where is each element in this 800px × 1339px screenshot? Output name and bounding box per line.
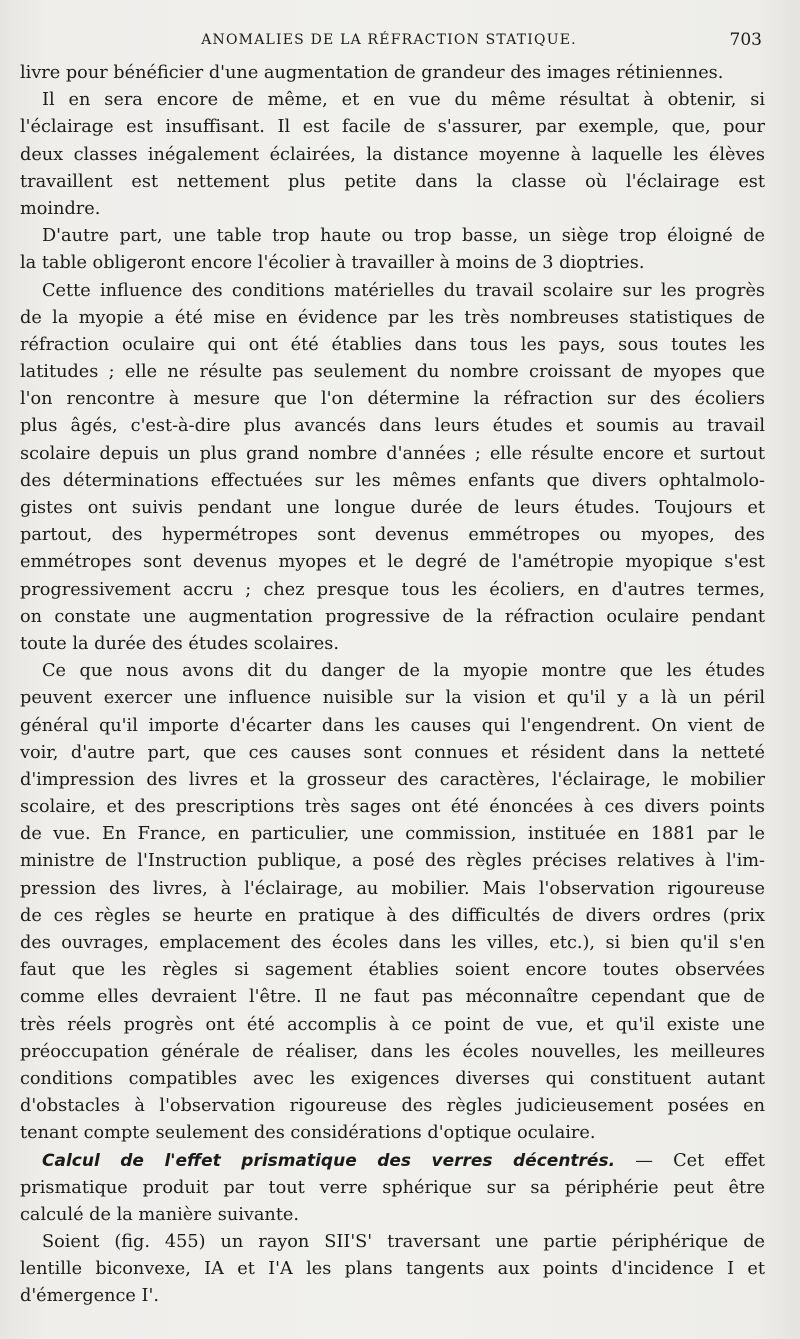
section-title-continuation: — Cet effet [615,1150,766,1171]
text-line: préoccupation générale de réaliser, dans les écoles nouvelles, les meilleures [20,1041,765,1062]
text-line: de vue. En France, en particulier, une commission, instituée en 1881 par le [20,824,765,845]
text-line: gistes ont suivis pendant une longue durée de leurs études. Toujours et [20,498,765,518]
running-title: ANOMALIES DE LA RÉFRACTION STATIQUE. [201,32,577,48]
section-first-line [20,1148,765,1175]
text-line: conditions compatibles avec les exigences diverses qui constituent autant [20,1068,765,1089]
text-line: réfraction oculaire qui ont été établies dans tous les pays, sous toutes les [20,334,765,355]
text-line: travaillent est nettement plus petite dans la classe où l'éclairage est [20,171,765,192]
text-line: partout, des hypermétropes sont devenus emmétropes ou myopes, des [20,525,765,546]
body-text [20,60,765,1311]
text-line: scolaire depuis un plus grand nombre d'années ; elle résulte encore et surtout [20,443,765,464]
text-line: Ce que nous avons dit du danger de la myopie montre que les études [42,661,765,682]
page-number: 703 [729,30,762,50]
text-line: de ces règles se heurte en pratique à des difficultés de divers ordres (prix [20,905,765,926]
text-line: d'obstacles à l'observation rigoureuse des règles judicieusement posées en [20,1096,765,1117]
text-line: Cette influence des conditions matérielles du travail scolaire sur les progrès [42,280,765,301]
text-line: peuvent exercer une influence nuisible sur la vision et qu'il y a là un péril [20,688,765,709]
text-line: très réels progrès ont été accomplis à ce point de vue, et qu'il existe une [20,1014,765,1035]
text-line: voir, d'autre part, que ces causes sont connues et résident dans la netteté [20,742,765,763]
text-line: prismatique produit par tout verre sphérique sur sa périphérie peut être [20,1177,765,1198]
text-line: l'éclairage est insuffisant. Il est facile de s'assurer, par exemple, que, pour [20,117,765,138]
text-line: latitudes ; elle ne résulte pas seulement du nombre croissant de myopes que [20,362,765,383]
text-line: général qu'il importe d'écarter dans les causes qui l'engendrent. On vient de [20,715,765,736]
text-line: livre pour bénéficier d'une augmentation de grandeur des images rétiniennes. [20,63,724,83]
text-line: de la myopie a été mise en évidence par les très nombreuses statistiques de [20,307,765,328]
text-line: plus âgés, c'est-à-dire plus avancés dans leurs études et soumis au travail [20,416,765,437]
text-line: des déterminations effectuées sur les mêmes enfants que divers ophtalmolo- [20,470,765,491]
text-line: D'autre part, une table trop haute ou trop basse, un siège trop éloigné de [42,226,765,247]
running-head [0,30,800,54]
text-line: Soient (fig. 455) un rayon SII'S' traversant une partie périphérique de [42,1232,765,1253]
text-line: deux classes inégalement éclairées, la distance moyenne à laquelle les élèves [20,144,765,165]
text-line: des ouvrages, emplacement des écoles dans les villes, etc.), si bien qu'il s'en [20,933,765,953]
text-line: comme elles devraient l'être. Il ne faut pas méconnaître cependant que de [20,987,765,1008]
section-title: Calcul de l'effet prismatique des verres décentrés. [42,1150,616,1171]
text-line: d'émergence I'. [20,1286,159,1307]
text-line: d'impression des livres et la grosseur des caractères, l'éclairage, le mobilier [20,769,765,790]
text-line: moindre. [20,198,101,219]
text-line: scolaire, et des prescriptions très sages ont été énoncées à ces divers points [20,797,765,818]
text-line: ministre de l'Instruction publique, a posé des règles précises relatives à l'im- [20,851,765,872]
text-line: on constate une augmentation progressive de la réfraction oculaire pendant [20,606,765,627]
text-line: toute la durée des études scolaires. [20,633,339,654]
text-line: la table obligeront encore l'écolier à travailler à moins de 3 dioptries. [20,253,645,274]
text-line: tenant compte seulement des considérations d'optique oculaire. [20,1123,596,1144]
text-line: Il en sera encore de même, et en vue du même résultat à obtenir, si [42,90,765,111]
text-line: faut que les règles si sagement établies soient encore toutes observées [20,960,765,981]
text-line: progressivement accru ; chez presque tous les écoliers, en d'autres termes, [20,579,765,600]
text-line: lentille biconvexe, IA et I'A les plans tangents aux points d'incidence I et [20,1259,765,1280]
text-line: l'on rencontre à mesure que l'on détermine la réfraction sur des écoliers [20,389,765,410]
text-line: emmétropes sont devenus myopes et le degré de l'amétropie myopique s'est [20,552,765,573]
text-line: calculé de la manière suivante. [20,1204,300,1225]
text-line: pression des livres, à l'éclairage, au mobilier. Mais l'observation rigoureuse [20,878,765,899]
